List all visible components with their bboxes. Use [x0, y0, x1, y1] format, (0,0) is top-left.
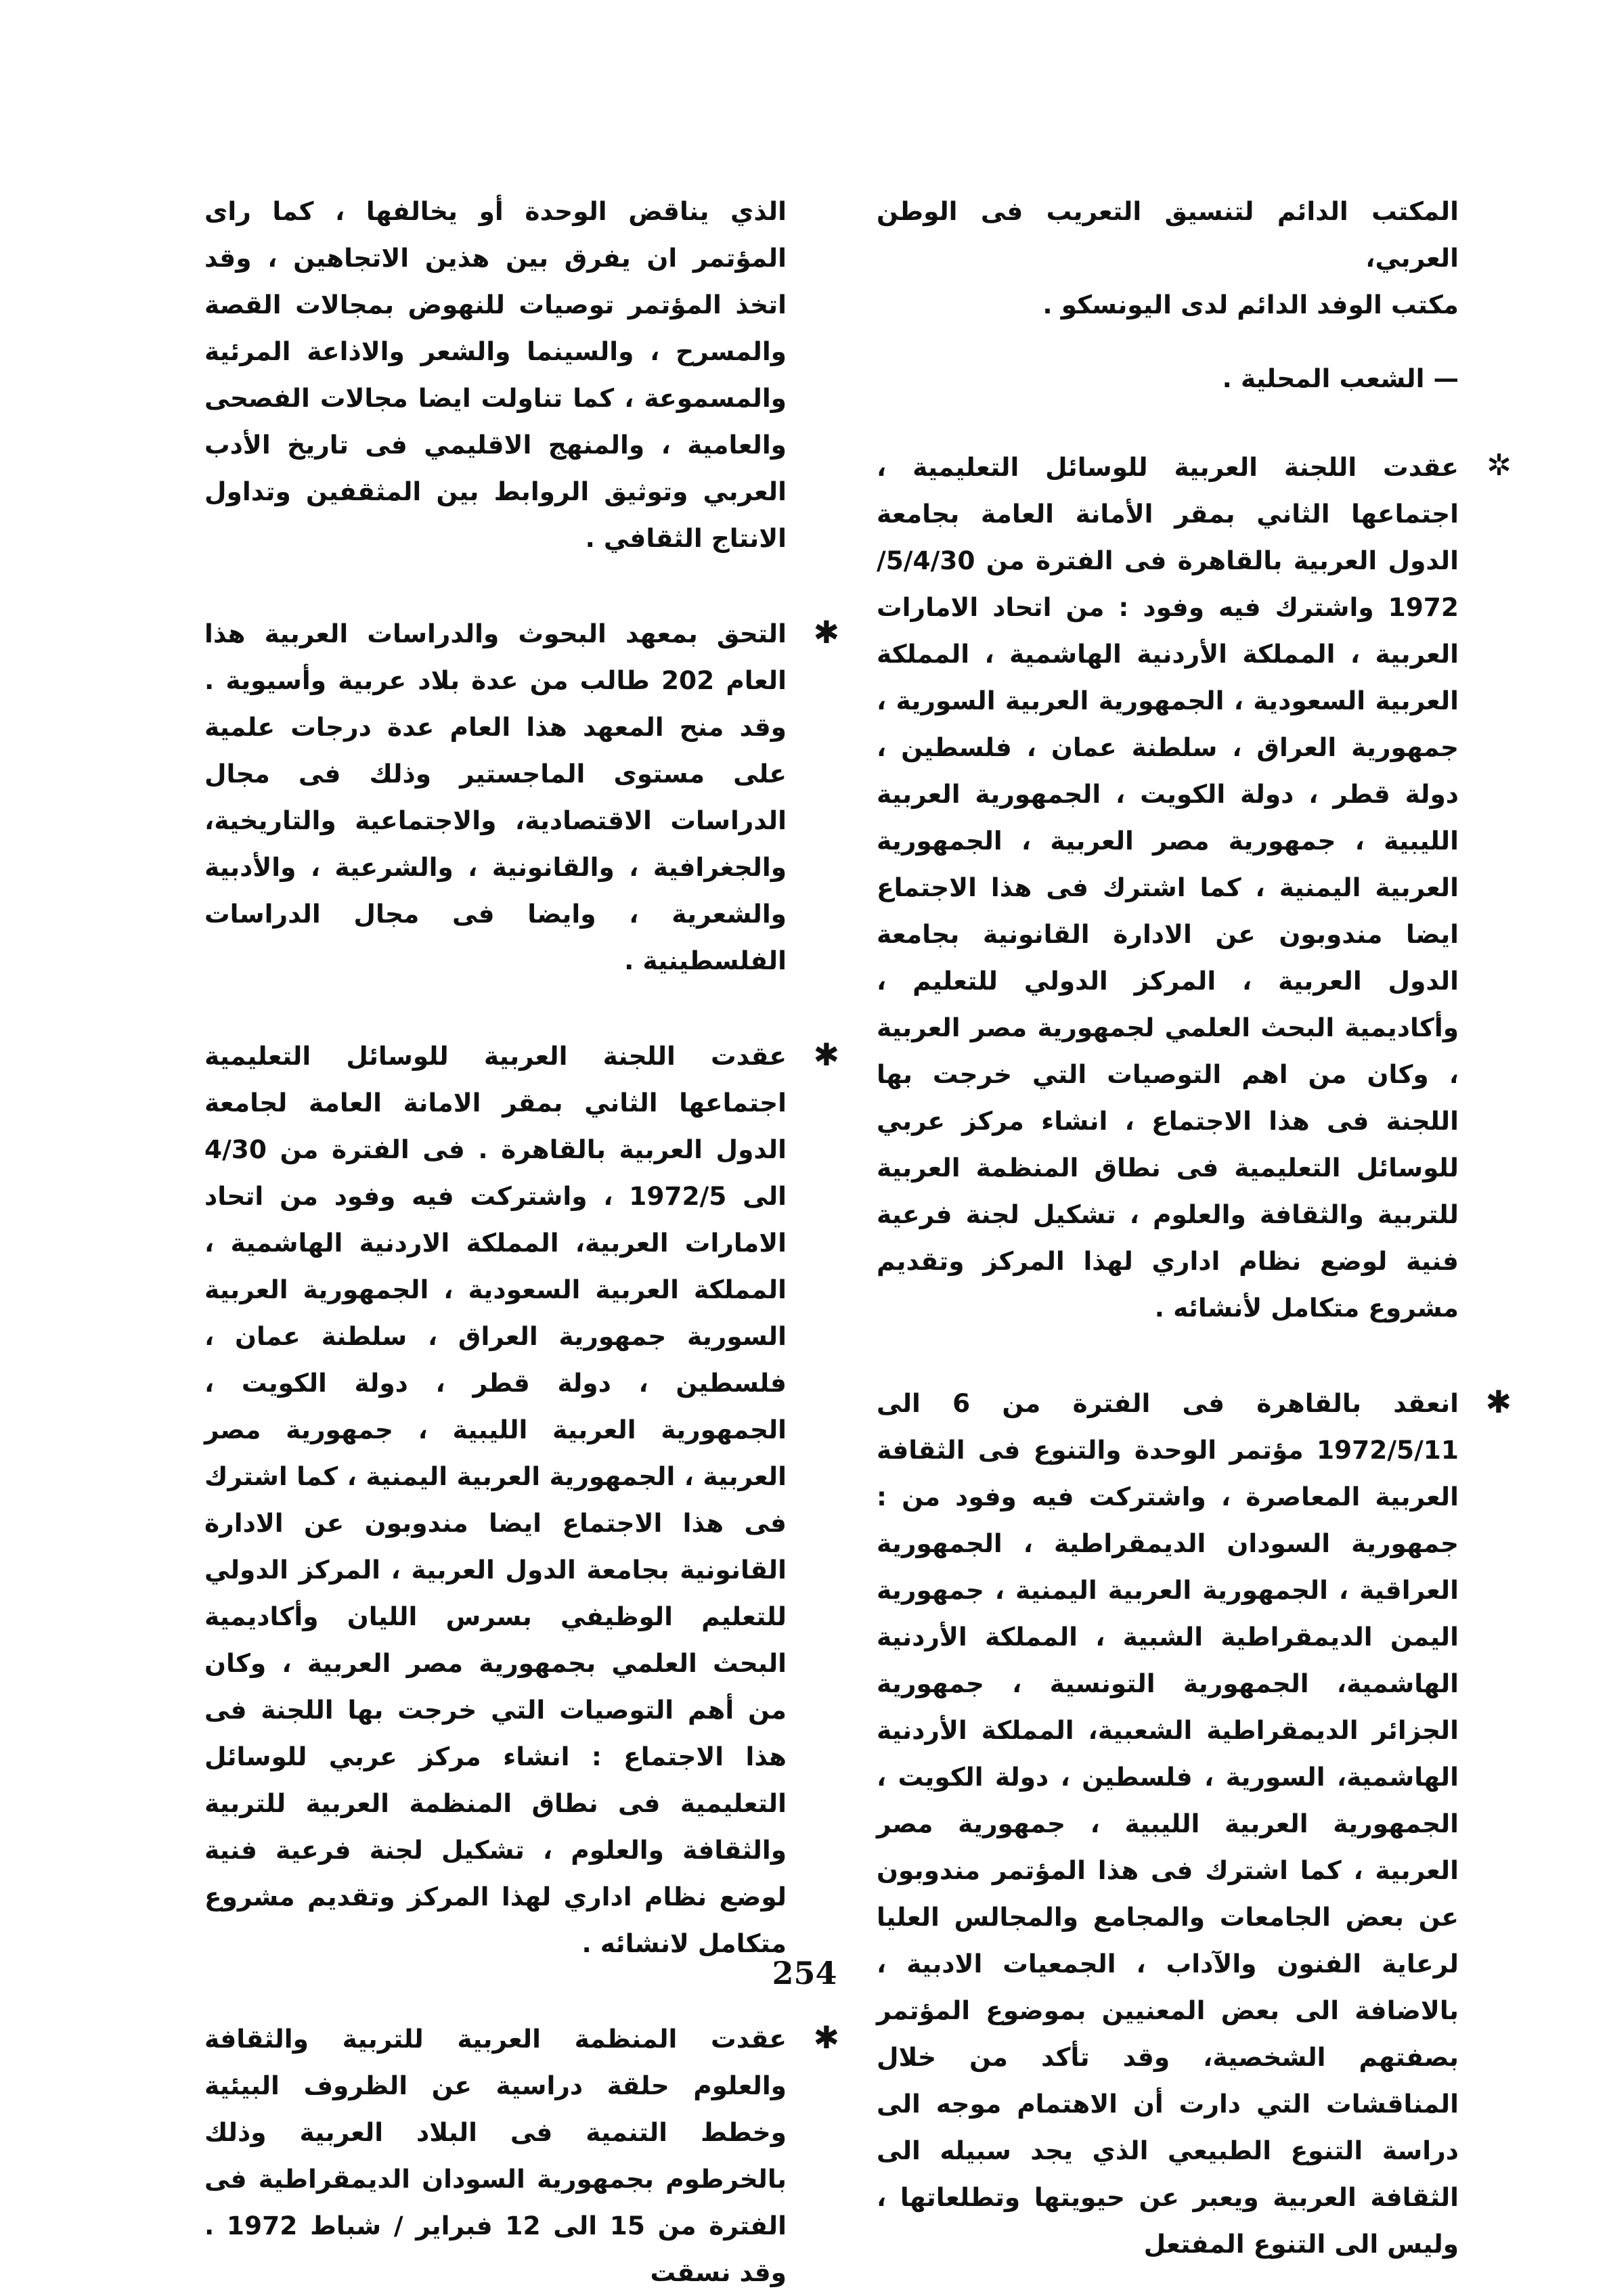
intro-line-1: المكتب الدائم لتنسيق التعريب فى الوطن العربي،: [877, 196, 1459, 273]
page-number: 254: [772, 1955, 837, 1991]
news-item-4: [204, 1033, 839, 1967]
asterisk-icon: ✱: [813, 1036, 839, 1073]
asterisk-icon: ✱: [813, 2019, 839, 2056]
news-item-5: [204, 2016, 839, 2296]
asterisk-icon: ✱: [813, 614, 839, 650]
news-item-1: [877, 444, 1512, 1331]
local-branches-item: — الشعب المحلية .: [1222, 363, 1459, 393]
news-item-2: [877, 1380, 1512, 2268]
news-item-3-text: التحق بمعهد البحوث والدراسات العربية هذا العام 202 طالب من عدة بلاد عربية وأسيوية . وقد منح المعهد هذا العام عدة درجات علمية على مستوى الماجستير وذلك فى مجال الدراسات الاقتصادية، والاجتماعية والتاريخية، والجغرافية ، والقانونية ، والشرعية ، والأدبية والشعرية ، وايضا فى مجال الدراسات الفلسطينية .: [204, 619, 787, 975]
intro-line-2: مكتب الوفد الدائم لدى اليونسكو .: [1042, 290, 1459, 319]
asterisk-icon: ✱: [1485, 1384, 1512, 1420]
news-item-5-text: عقدت المنظمة العربية للتربية والثقافة والعلوم حلقة دراسية عن الظروف البيئية وخطط التنمية فى البلاد العربية وذلك بالخرطوم بجمهورية السودان الديمقراطية فى الفترة من 15 الى 12 فبراير / شباط 1972 . وقد نسقت: [204, 2024, 787, 2287]
news-item-3: [204, 611, 839, 984]
asterisk-icon: ✲: [1486, 448, 1512, 483]
news-item-2-text: انعقد بالقاهرة فى الفترة من 6 الى 1972/5/11 مؤتمر الوحدة والتنوع فى الثقافة العربية المعاصرة ، واشتركت فيه وفود من : جمهورية السودان الديمقراطية ، الجمهورية العراقية ، الجمهورية العربية اليمنية ، جمهورية اليمن الديمقراطية الشبية ، المملكة الأردنية الهاشمية، الجمهورية التونسية ، جمهورية الجزائر الديمقراطية الشعبية، المملكة الأردنية الهاشمية، السورية ، فلسطين ، دولة الكويت ، الجمهورية العربية الليبية ، جمهورية مصر العربية ، كما اشترك فى هذا المؤتمر مندوبون عن بعض الجامعات والمجامع والمجالس العليا لرعاية الفنون والآداب ، الجمعيات الادبية ، بالاضافة الى بعض المعنيين بموضوع المؤتمر بصفتهم الشخصية، وقد تأكد من خلال المناقشات التي دارت أن الاهتمام موجه الى دراسة التنوع الطبيعي الذي يجد سبيله الى الثقافة العربية ويعبر عن حيويتها وتطلعاتها ، وليس الى التنوع المفتعل: [877, 1388, 1459, 2259]
news-item-4-text: عقدت اللجنة العربية للوسائل التعليمية اجتماعها الثاني بمقر الامانة العامة لجامعة الدول العربية بالقاهرة . فى الفترة من 4/30 الى 1972/5 ، واشتركت فيه وفود من اتحاد الامارات العربية، المملكة الاردنية الهاشمية ، المملكة العربية السعودية ، الجمهورية العربية السورية جمهورية العراق ، سلطنة عمان ، فلسطين ، دولة قطر ، دولة الكويت ، الجمهورية العربية الليبية ، جمهورية مصر العربية ، الجمهورية العربية اليمنية ، كما اشترك فى هذا الاجتماع ايضا مندوبون عن الادارة القانونية بجامعة الدول العربية ، المركز الدولي للتعليم الوظيفي بسرس الليان وأكاديمية البحث العلمي بجمهورية مصر العربية ، وكان من أهم التوصيات التي خرجت بها اللجنة فى هذا الاجتماع : انشاء مركز عربي للوسائل التعليمية فى نطاق المنظمة العربية للتربية والثقافة والعلوم ، تشكيل لجنة فرعية فنية لوضع نظام اداري لهذا المركز وتقديم مشروع متكامل لانشائه .: [204, 1041, 787, 1958]
news-item-1-text: عقدت اللجنة العربية للوسائل التعليمية ، اجتماعها الثاني بمقر الأمانة العامة بجامعة الدول العربية بالقاهرة فى الفترة من 5/4/30/ 1972 واشترك فيه وفود : من اتحاد الامارات العربية ، المملكة الأردنية الهاشمية ، المملكة العربية السعودية ، الجمهورية العربية السورية ، جمهورية العراق ، سلطنة عمان ، فلسطين ، دولة قطر ، دولة الكويت ، الجمهورية العربية الليبية ، جمهورية مصر العربية ، الجمهورية العربية اليمنية ، كما اشترك فى هذا الاجتماع ايضا مندوبون عن الادارة القانونية بجامعة الدول العربية ، المركز الدولي للتعليم ، وأكاديمية البحث العلمي لجمهورية مصر العربية ، وكان من اهم التوصيات التي خرجت بها اللجنة فى هذا الاجتماع ، انشاء مركز عربي للوسائل التعليمية فى نطاق المنظمة العربية للتربية والثقافة والعلوم ، تشكيل لجنة فرعية فنية لوضع نظام اداري لهذا المركز وتقديم مشروع متكامل لأنشائه .: [877, 452, 1459, 1323]
continuation-text: الذي يناقض الوحدة أو يخالفها ، كما راى المؤتمر ان يفرق بين هذين الاتجاهين ، وقد اتخذ المؤتمر توصيات للنهوض بمجالات القصة والمسرح ، والسينما والشعر والاذاعة المرئية والمسموعة ، كما تناولت ايضا مجالات الفصحى والعامية ، والمنهج الاقليمي فى تاريخ الأدب العربي وتوثيق الروابط بين المثقفين وتداول الانتاج الثقافي .: [204, 196, 787, 553]
